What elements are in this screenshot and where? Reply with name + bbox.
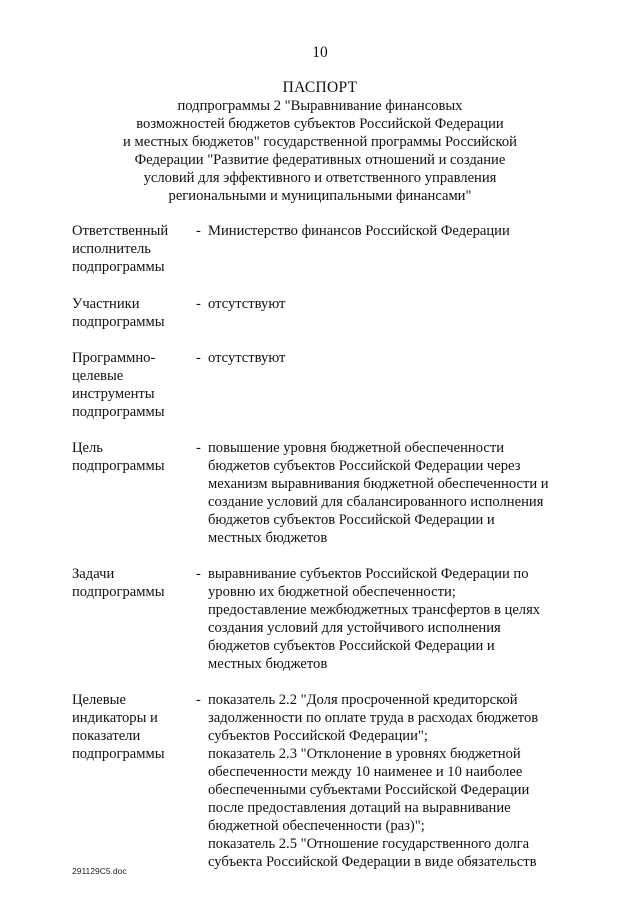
value-line: задолженности по оплате труда в расходах бюджетов [208,710,539,726]
value-line: бюджетов субъектов Российской Федерации и [208,638,495,654]
title-line: региональными и муниципальными финансами" [168,188,472,204]
value-line: показатель 2.3 "Отклонение в уровнях бюджетной [208,746,521,762]
value-line: обеспеченными субъектами Российской Федерации [208,782,530,798]
row-label [72,349,196,421]
row-label [72,691,196,871]
title-line: и местных бюджетов" государственной программы Российской [123,134,517,150]
footer-file-name: 291129C5.doc [72,866,127,876]
value-line: создания условий для устойчивого исполнения [208,620,501,636]
value-line: бюджетов субъектов Российской Федерации через [208,458,521,474]
label-line: Цель [72,440,103,456]
row-value [208,565,572,673]
label-line: Участники [72,296,140,312]
title-line: Федерации "Развитие федеративных отношений и создание [134,152,506,168]
label-line: подпрограммы [72,458,165,474]
value-line: бюджетной обеспеченности (раз)"; [208,818,425,834]
label-line: инструменты [72,386,155,402]
value-line: механизм выравнивания бюджетной обеспеченности и [208,476,549,492]
label-line: Целевые [72,692,126,708]
row-value [208,349,572,421]
value-line: отсутствуют [208,296,286,312]
passport-table [72,222,572,871]
value-line: Министерство финансов Российской Федерации [208,223,510,239]
label-line: индикаторы и [72,710,158,726]
label-line: подпрограммы [72,746,165,762]
row-dash: - [196,350,201,366]
passport-row-responsible [72,222,572,276]
label-line: Задачи [72,566,115,582]
passport-row-goal [72,439,572,547]
row-value [208,222,572,276]
value-line: субъекта Российской Федерации в виде обязательств [208,854,537,870]
row-label [72,222,196,276]
row-dash: - [196,692,201,708]
value-line: предоставление межбюджетных трансфертов в целях [208,602,541,618]
title-block [70,79,570,205]
document-heading: ПАСПОРТ [282,79,358,96]
value-line: обеспеченности между 10 наименее и 10 наиболее [208,764,523,780]
value-line: после предоставления дотаций на выравнивание [208,800,511,816]
value-line: отсутствуют [208,350,286,366]
label-line: подпрограммы [72,314,165,330]
passport-row-indicators [72,691,572,871]
label-line: Программно- [72,350,156,366]
value-line: местных бюджетов [208,530,328,546]
label-line: подпрограммы [72,404,165,420]
row-value [208,295,572,331]
value-line: создание условий для сбалансированного исполнения [208,494,544,510]
value-line: субъектов Российской Федерации"; [208,728,428,744]
value-line: выравнивание субъектов Российской Федерации по [208,566,529,582]
row-label [72,565,196,673]
row-label [72,439,196,547]
label-line: подпрограммы [72,584,165,600]
title-line: подпрограммы 2 "Выравнивание финансовых [177,98,463,114]
passport-row-tasks [72,565,572,673]
row-value [208,439,572,547]
page-number: 10 [312,44,328,61]
passport-row-participants [72,295,572,331]
row-dash: - [196,440,201,456]
label-line: подпрограммы [72,259,165,275]
row-dash: - [196,296,201,312]
row-label [72,295,196,331]
value-line: уровню их бюджетной обеспеченности; [208,584,456,600]
value-line: повышение уровня бюджетной обеспеченности [208,440,505,456]
value-line: бюджетов субъектов Российской Федерации и [208,512,495,528]
value-line: показатель 2.5 "Отношение государственного долга [208,836,530,852]
label-line: показатели [72,728,141,744]
row-value [208,691,572,871]
label-line: Ответственный [72,223,169,239]
label-line: исполнитель [72,241,151,257]
value-line: местных бюджетов [208,656,328,672]
title-line: возможностей бюджетов субъектов Российской Федерации [136,116,504,132]
value-line: показатель 2.2 "Доля просроченной кредиторской [208,692,518,708]
title-line: условий для эффективного и ответственного управления [143,170,497,186]
label-line: целевые [72,368,124,384]
passport-row-instruments [72,349,572,421]
row-dash: - [196,566,201,582]
row-dash: - [196,223,201,239]
